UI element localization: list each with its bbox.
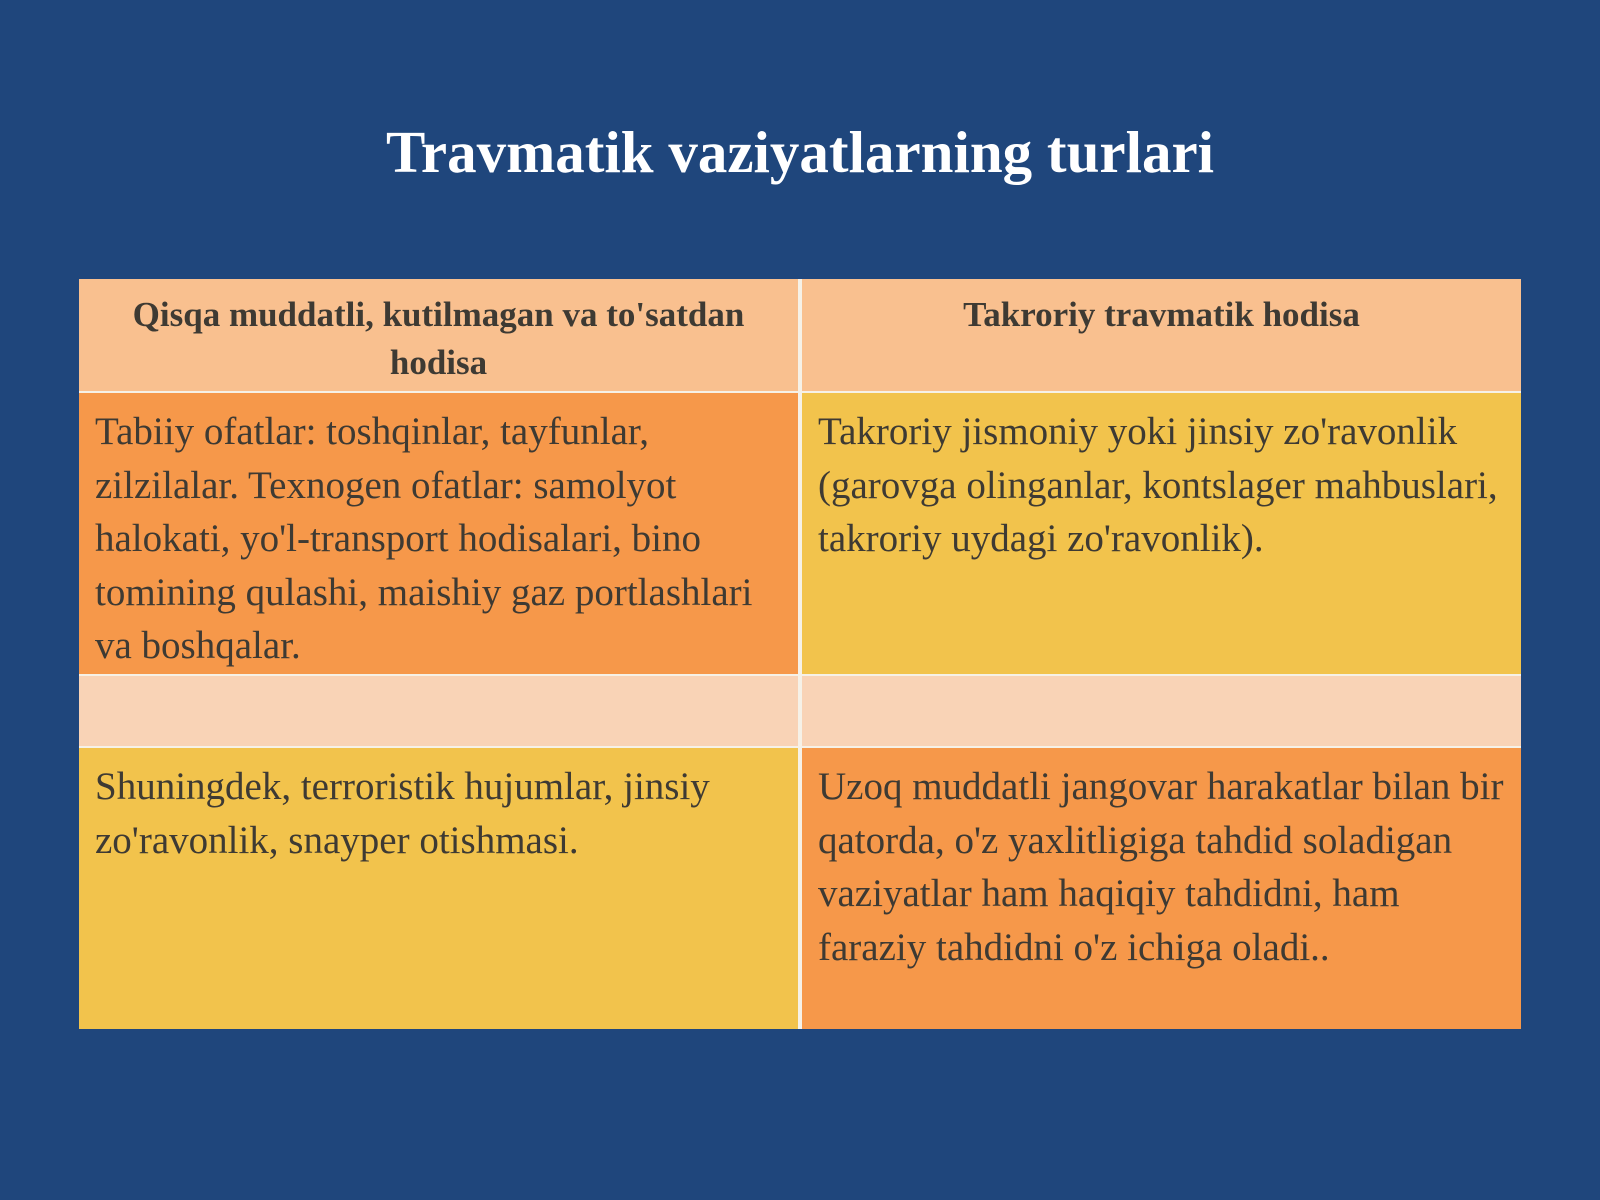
cell-long-term-combat: Uzoq muddatli jangovar harakatlar bilan bir qatorda, o'z yaxlitligiga tahdid soladigan vaziyatlar ham haqiqiy tahdidni, ham faraziy tahdidni o'z ichiga oladi.. — [802, 748, 1521, 1029]
empty-cell-left — [79, 676, 798, 746]
header-repeated: Takroriy travmatik hodisa — [802, 279, 1521, 391]
empty-cell-right — [802, 676, 1521, 746]
header-short-term: Qisqa muddatli, kutilmagan va to'satdan hodisa — [79, 279, 798, 391]
page-title: Travmatik vaziyatlarning turlari — [385, 119, 1215, 185]
comparison-table — [79, 279, 1521, 1029]
cell-repeated-violence: Takroriy jismoniy yoki jinsiy zo'ravonlik (garovga olinganlar, kontslager mahbuslari, takroriy uydagi zo'ravonlik). — [802, 393, 1521, 674]
cell-natural-disasters: Tabiiy ofatlar: toshqinlar, tayfunlar, zilzilalar. Texnogen ofatlar: samolyot halokati, yo'l-transport hodisalari, bino tomining qulashi, maishiy gaz portlashlari va boshqalar. — [79, 393, 798, 674]
cell-terrorist-attacks: Shuningdek, terroristik hujumlar, jinsiy zo'ravonlik, snayper otishmasi. — [79, 748, 798, 1029]
